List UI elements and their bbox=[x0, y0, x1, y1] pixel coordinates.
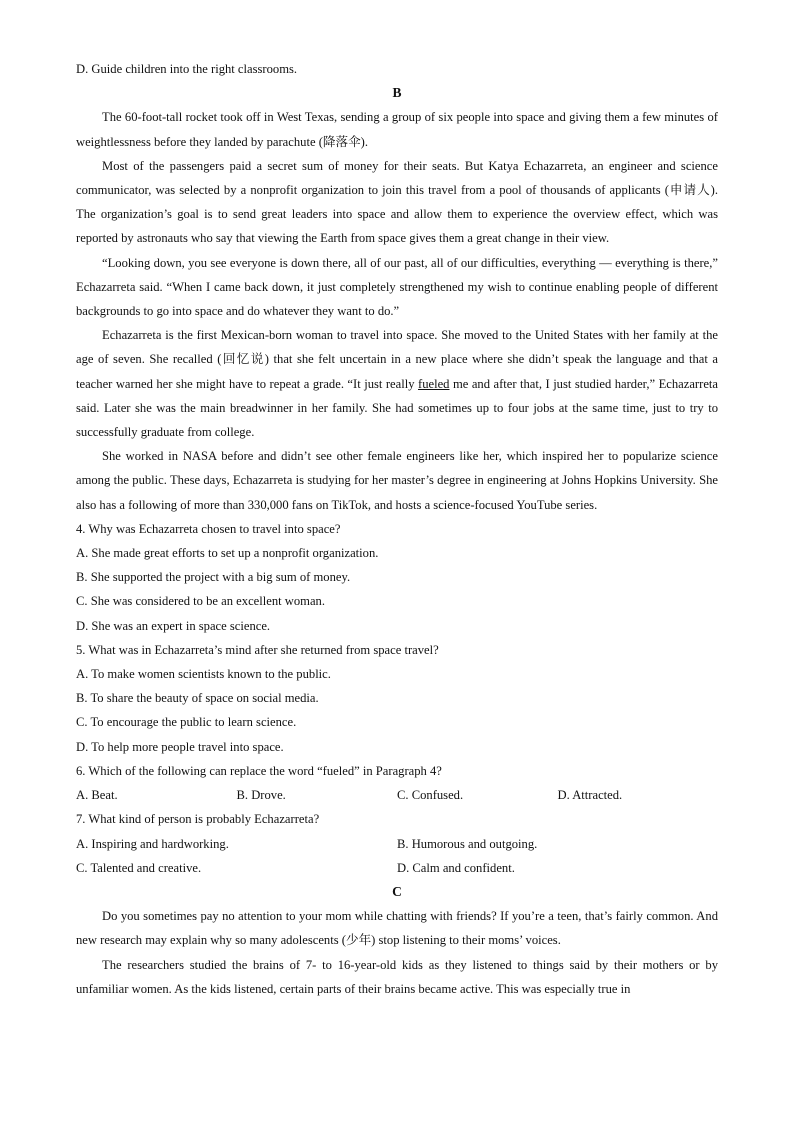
question-5-option-a: A. To make women scientists known to the public. bbox=[76, 667, 331, 682]
passage-b-paragraph-1: The 60-foot-tall rocket took off in West Texas, sending a group of six people into space and giving them a few minutes of weightlessness before they landed by parachute (降落伞). bbox=[76, 110, 718, 149]
question-6-option-b: B. Drove. bbox=[236, 788, 286, 803]
question-7-stem: 7. What kind of person is probably Echazarreta? bbox=[76, 812, 320, 827]
question-5-option-b: B. To share the beauty of space on social media. bbox=[76, 691, 319, 706]
passage-c-paragraph-1: Do you sometimes pay no attention to your mom while chatting with friends? If you’re a teen, that’s fairly common. And new research may explain why so many adolescents (少年) stop listening to their moms’ voices. bbox=[76, 909, 718, 948]
question-7-options-row-2 bbox=[76, 856, 718, 880]
question-5-stem: 5. What was in Echazarreta’s mind after she returned from space travel? bbox=[76, 642, 439, 657]
question-3-option-d: D. Guide children into the right classrooms. bbox=[76, 62, 298, 76]
question-7-option-c: C. Talented and creative. bbox=[76, 860, 202, 875]
question-4-stem: 4. Why was Echazarreta chosen to travel into space? bbox=[76, 521, 341, 536]
question-6-options bbox=[76, 783, 718, 807]
paragraph-4-text-end: me and after that, I just studied harder,” Echazarreta said. Later she was the main breadwinner in her family. She had sometimes up to four jobs at the same time, just to try to successfully graduate from college. bbox=[76, 376, 718, 440]
passage-b-paragraph-2: Most of the passengers paid a secret sum of money for their seats. But Katya Echazarreta, an engineer and science communicator, was selected by a nonprofit organization to join this travel from a pool of thousands of applicants (申请人). The organization’s goal is to send great leaders into space and allow them to experience the overview effect, which was reported by astronauts who say that viewing the Earth from space gives them a great change in their view. bbox=[76, 158, 718, 246]
underlined-word-fueled: fueled bbox=[418, 376, 450, 391]
question-4-option-b: B. She supported the project with a big sum of money. bbox=[76, 570, 351, 585]
question-5-option-c: C. To encourage the public to learn science. bbox=[76, 715, 297, 730]
question-6-option-c: C. Confused. bbox=[397, 788, 464, 803]
section-b-heading: B bbox=[392, 85, 402, 101]
passage-b-paragraph-4 bbox=[76, 323, 718, 444]
question-4-option-c: C. She was considered to be an excellent woman. bbox=[76, 594, 326, 609]
question-4-option-a: A. She made great efforts to set up a nonprofit organization. bbox=[76, 546, 379, 561]
section-c-heading: C bbox=[392, 883, 402, 899]
question-5-option-d: D. To help more people travel into space. bbox=[76, 739, 284, 754]
passage-b-paragraph-3: “Looking down, you see everyone is down there, all of our past, all of our difficulties, everything — everything is there,” Echazarreta said. “When I came back down, it just completely strengthened my wish to continue enabling people of different backgrounds to go into space and do whatever they want to do.” bbox=[76, 255, 718, 319]
question-4-option-d: D. She was an expert in space science. bbox=[76, 618, 271, 633]
question-6-stem: 6. Which of the following can replace the word “fueled” in Paragraph 4? bbox=[76, 763, 442, 778]
exam-page bbox=[76, 57, 718, 1001]
question-7-option-d: D. Calm and confident. bbox=[397, 860, 515, 875]
question-7-option-b: B. Humorous and outgoing. bbox=[397, 836, 538, 851]
question-7-options-row-1 bbox=[76, 832, 718, 856]
passage-c-paragraph-2: The researchers studied the brains of 7- to 16-year-old kids as they listened to things said by their mothers or by unfamiliar women. As the kids listened, certain parts of their brains became active. This was especially true in bbox=[76, 957, 718, 996]
passage-b-paragraph-5: She worked in NASA before and didn’t see other female engineers like her, which inspired her to popularize science among the public. These days, Echazarreta is studying for her master’s degree in engineering at Johns Hopkins University. She also has a following of more than 330,000 fans on TikTok, and hosts a science-focused YouTube series. bbox=[76, 449, 718, 512]
question-7-option-a: A. Inspiring and hardworking. bbox=[76, 836, 229, 851]
question-6-option-a: A. Beat. bbox=[76, 788, 118, 803]
question-6-option-d: D. Attracted. bbox=[557, 788, 623, 803]
paragraph-4-text-start: Echazarreta is the first Mexican-born woman to travel into space. She moved to the United States with her family at the age of seven. She recalled (回忆说) that she felt uncertain in a new place where she didn’t speak the language and that a teacher warned her she might have to repeat a grade. “It just really bbox=[76, 328, 718, 391]
